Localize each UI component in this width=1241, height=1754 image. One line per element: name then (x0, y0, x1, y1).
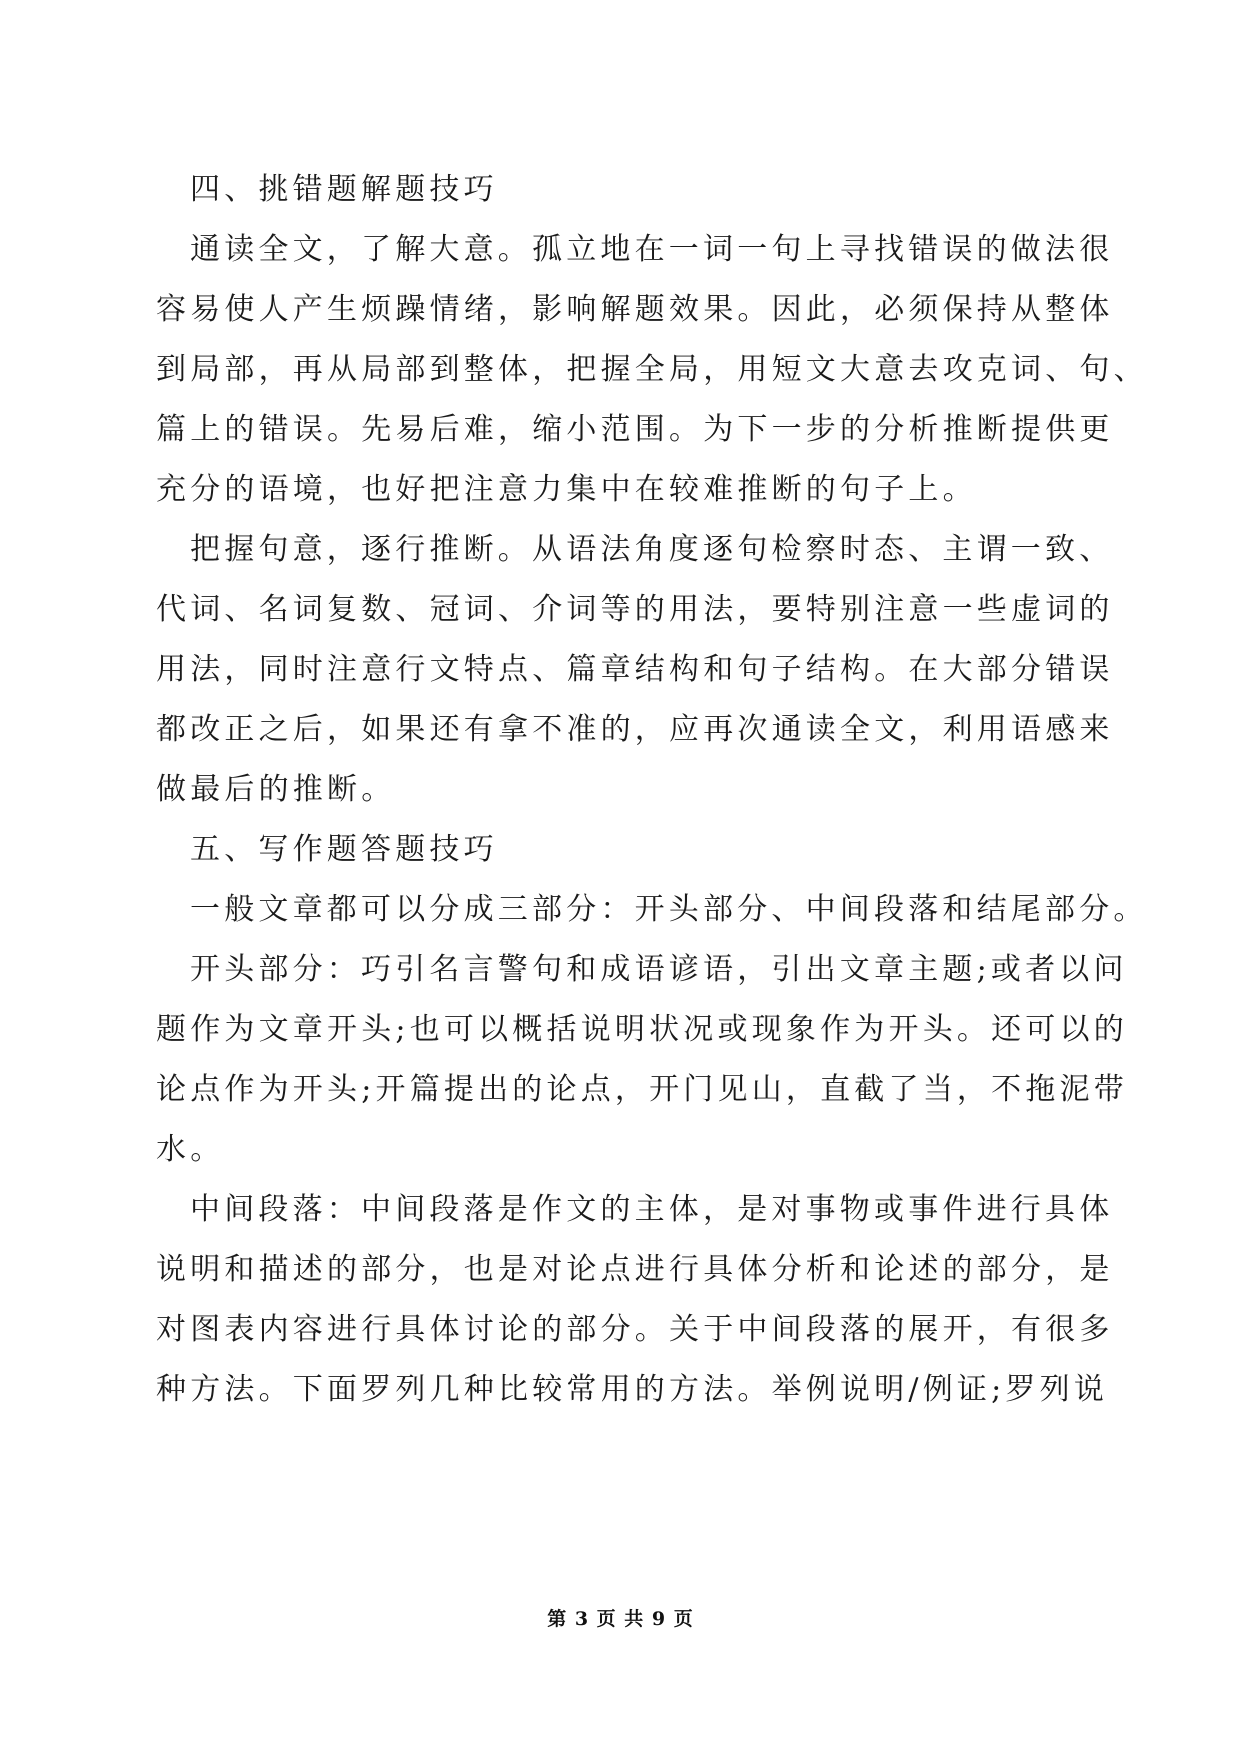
paragraph-line: 用法，同时注意行文特点、篇章结构和句子结构。在大部分错误 (156, 652, 1114, 687)
paragraph-line: 对图表内容进行具体讨论的部分。关于中间段落的展开，有很多 (156, 1312, 1114, 1347)
paragraph-line: 一般文章都可以分成三部分：开头部分、中间段落和结尾部分。 (190, 892, 1148, 927)
page-number-footer: 第 3 页 共 9 页 (547, 1608, 694, 1630)
paragraph-line: 把握句意，逐行推断。从语法角度逐句检察时态、主谓一致、 (190, 532, 1114, 567)
heading-section-4: 四、挑错题解题技巧 (190, 172, 498, 207)
paragraph-line: 种方法。下面罗列几种比较常用的方法。举例说明/例证;罗列说 (156, 1372, 1109, 1407)
paragraph-line: 代词、名词复数、冠词、介词等的用法，要特别注意一些虚词的 (156, 592, 1114, 627)
paragraph-line: 说明和描述的部分，也是对论点进行具体分析和论述的部分，是 (156, 1252, 1114, 1287)
paragraph-line: 做最后的推断。 (156, 772, 396, 807)
paragraph-line: 篇上的错误。先易后难，缩小范围。为下一步的分析推断提供更 (156, 412, 1114, 447)
paragraph-line: 开头部分：巧引名言警句和成语谚语，引出文章主题;或者以问 (190, 952, 1128, 987)
paragraph-line: 到局部，再从局部到整体，把握全局，用短文大意去攻克词、句、 (156, 352, 1148, 387)
paragraph-line: 通读全文，了解大意。孤立地在一词一句上寻找错误的做法很 (190, 232, 1114, 267)
paragraph-line: 题作为文章开头;也可以概括说明状况或现象作为开头。还可以的 (156, 1012, 1128, 1047)
paragraph-line: 水。 (156, 1132, 225, 1167)
paragraph-line: 中间段落：中间段落是作文的主体，是对事物或事件进行具体 (190, 1192, 1114, 1227)
heading-section-5: 五、写作题答题技巧 (190, 832, 498, 867)
paragraph-line: 充分的语境，也好把注意力集中在较难推断的句子上。 (156, 472, 977, 507)
paragraph-line: 论点作为开头;开篇提出的论点，开门见山，直截了当，不拖泥带 (156, 1072, 1128, 1107)
paragraph-line: 容易使人产生烦躁情绪，影响解题效果。因此，必须保持从整体 (156, 292, 1114, 327)
paragraph-line: 都改正之后，如果还有拿不准的，应再次通读全文，利用语感来 (156, 712, 1114, 747)
